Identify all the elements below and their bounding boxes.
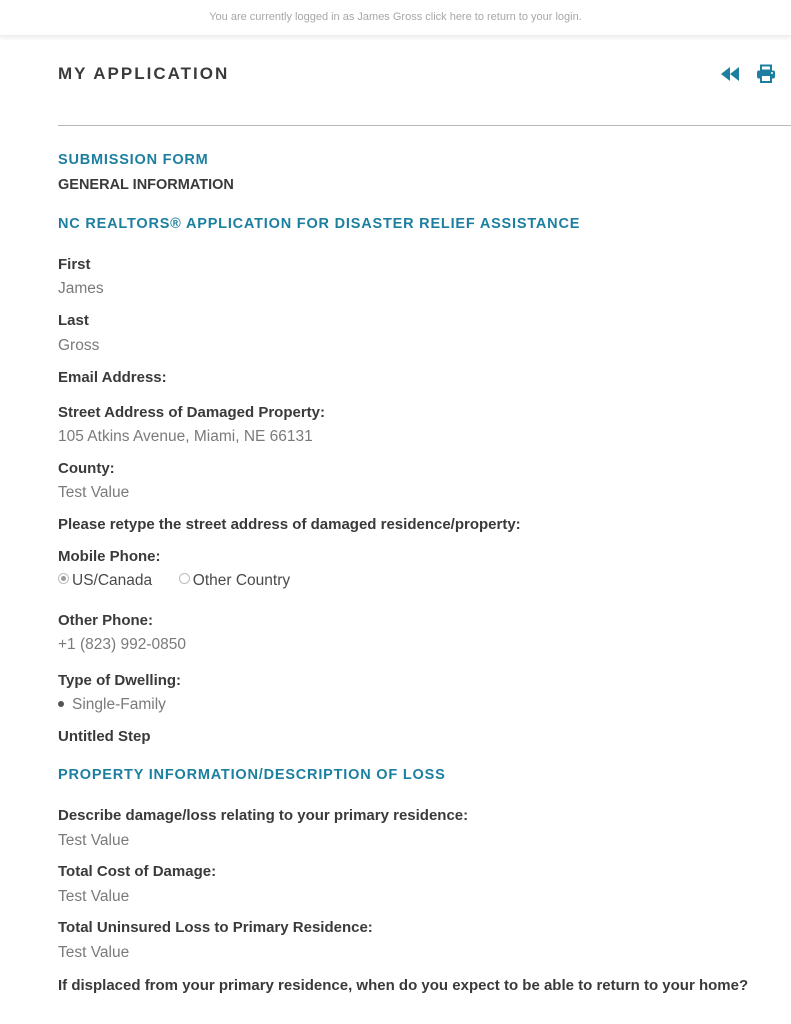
describe-damage-label: Describe damage/loss relating to your primary residence:	[58, 807, 469, 824]
radio-other-country-label: Other Country	[192, 572, 291, 589]
login-notice-bar	[0, 0, 791, 36]
dwelling-type-item	[58, 695, 166, 715]
first-name-label: First	[58, 256, 91, 273]
email-label: Email Address:	[58, 369, 167, 386]
page-header	[58, 64, 791, 88]
mobile-phone-options	[58, 571, 290, 591]
mobile-phone-label: Mobile Phone:	[58, 548, 161, 565]
print-icon[interactable]	[755, 64, 777, 84]
county-label: County:	[58, 460, 115, 477]
back-icon[interactable]	[720, 64, 742, 84]
page-title: MY APPLICATION	[58, 64, 230, 83]
bullet-icon	[58, 701, 64, 707]
section-subtitle: GENERAL INFORMATION	[58, 177, 234, 193]
dwelling-type-value: Single-Family	[72, 696, 166, 713]
property-section-title: PROPERTY INFORMATION/DESCRIPTION OF LOSS	[58, 767, 446, 783]
last-name-label: Last	[58, 312, 89, 329]
header-actions	[711, 64, 777, 84]
radio-us-canada-label: US/Canada	[72, 572, 153, 589]
total-cost-label: Total Cost of Damage:	[58, 863, 217, 880]
header-divider	[58, 125, 791, 126]
describe-damage-value: Test Value	[58, 832, 130, 849]
street-address-value: 105 Atkins Avenue, Miami, NE 66131	[58, 428, 313, 445]
other-phone-value: +1 (823) 992-0850	[58, 636, 186, 653]
county-value: Test Value	[58, 484, 130, 501]
displaced-return-label: If displaced from your primary residence, when do you expect to be able to return to your home?	[58, 977, 749, 994]
untitled-step-label: Untitled Step	[58, 728, 151, 745]
retype-address-label: Please retype the street address of damaged residence/property:	[58, 516, 521, 533]
last-name-value: Gross	[58, 337, 100, 354]
form-title: NC REALTORS® APPLICATION FOR DISASTER RELIEF ASSISTANCE	[58, 216, 581, 232]
first-name-value: James	[58, 280, 104, 297]
radio-us-canada[interactable]	[58, 573, 69, 584]
uninsured-loss-label: Total Uninsured Loss to Primary Residence:	[58, 919, 373, 936]
radio-other-country[interactable]	[179, 573, 190, 584]
total-cost-value: Test Value	[58, 888, 130, 905]
uninsured-loss-value: Test Value	[58, 944, 130, 961]
dwelling-type-label: Type of Dwelling:	[58, 672, 182, 689]
section-title: SUBMISSION FORM	[58, 152, 209, 168]
other-phone-label: Other Phone:	[58, 612, 154, 629]
return-to-login-link[interactable]: You are currently logged in as James Gross click here to return to your login.	[209, 11, 582, 23]
street-address-label: Street Address of Damaged Property:	[58, 404, 326, 421]
